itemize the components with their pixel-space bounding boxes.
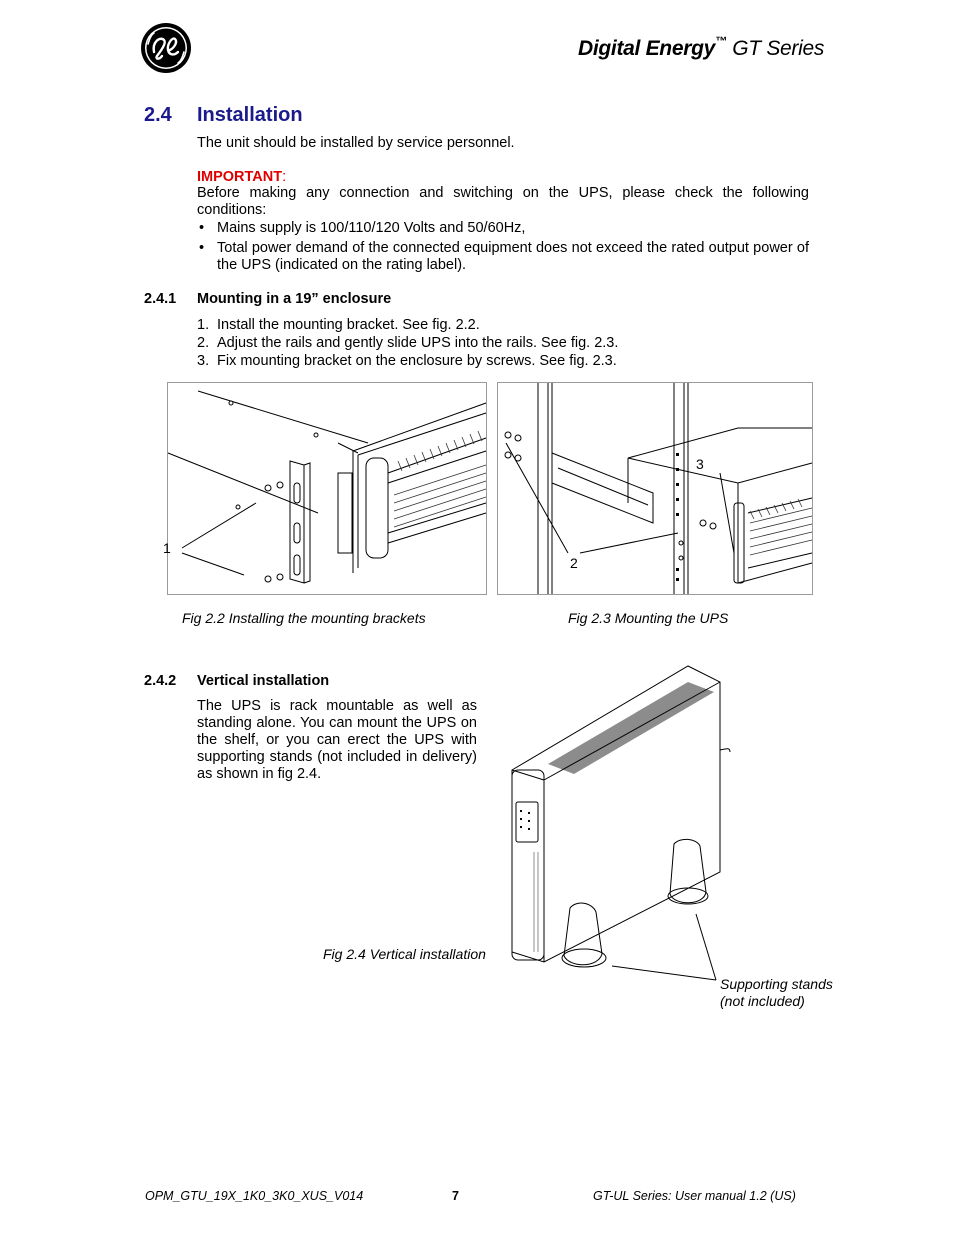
section-number: 2.4 — [144, 104, 172, 126]
step-number: 3. — [197, 353, 210, 369]
step-text: Install the mounting bracket. See fig. 2.2. — [217, 317, 480, 333]
section-heading — [144, 104, 303, 127]
step-number: 2. — [197, 335, 210, 351]
bullet-icon: • — [199, 240, 205, 256]
figure-caption: Fig 2.4 Vertical installation — [323, 946, 486, 962]
step-number: 1. — [197, 317, 210, 333]
subsection-title: Vertical installation — [197, 673, 330, 689]
important-word: IMPORTANT — [197, 169, 283, 185]
list-item — [197, 317, 809, 334]
figure-caption: Fig 2.2 Installing the mounting brackets — [182, 610, 426, 626]
list-item — [197, 240, 809, 274]
footer-manual: GT-UL Series: User manual 1.2 (US) — [593, 1189, 796, 1203]
bullet-text: Total power demand of the connected equipment does not exceed the rated output power of the UPS (indicated on the rating label). — [217, 240, 809, 273]
important-label — [197, 169, 286, 185]
list-item — [197, 335, 809, 352]
step-text: Fix mounting bracket on the enclosure by screws. See fig. 2.3. — [217, 353, 617, 369]
ge-monogram-icon — [140, 22, 192, 74]
callout-label: 2 — [570, 555, 578, 571]
figure-mounting-ups — [497, 382, 813, 595]
list-item — [197, 353, 809, 370]
page-number: 7 — [452, 1189, 459, 1203]
subsection-number: 2.4.1 — [144, 291, 177, 307]
intro-text: The unit should be installed by service personnel. — [197, 135, 515, 151]
subsection-heading — [144, 673, 329, 689]
stand-label: (not included) — [720, 993, 805, 1009]
step-text: Adjust the rails and gently slide UPS into the rails. See fig. 2.3. — [217, 335, 619, 351]
trademark-mark: ™ — [715, 34, 727, 48]
bullet-icon: • — [199, 220, 205, 236]
subsection-number: 2.4.2 — [144, 673, 177, 689]
footer-doc-id: OPM_GTU_19X_1K0_3K0_XUS_V014 — [145, 1189, 364, 1203]
list-item — [197, 220, 809, 237]
mounting-brackets-drawing — [163, 383, 486, 594]
stand-label: Supporting stands — [720, 976, 833, 992]
callout-label: 3 — [696, 456, 704, 472]
subsection-heading — [144, 291, 391, 307]
figure-vertical-installation — [498, 662, 730, 978]
brand-name: Digital Energy — [578, 37, 715, 60]
figure-caption: Fig 2.3 Mounting the UPS — [568, 610, 729, 626]
callout-label: 1 — [163, 540, 171, 556]
brand-series: GT Series — [726, 37, 825, 60]
vertical-install-text: The UPS is rack mountable as well as standing alone. You can mount the UPS on the shelf, or you can erect the UPS with supporting stands (not included in delivery) as shown in fig 2.4. — [197, 698, 477, 782]
important-colon: : — [282, 169, 287, 185]
figure-mounting-brackets — [163, 382, 487, 595]
important-text: Before making any connection and switching on the UPS, please check the following conditions: — [197, 185, 809, 218]
vertical-installation-drawing — [498, 662, 730, 978]
brand-title — [578, 36, 824, 61]
section-title: Installation — [197, 104, 303, 126]
mounting-ups-drawing — [498, 383, 812, 594]
subsection-title: Mounting in a 19” enclosure — [197, 291, 392, 307]
bullet-text: Mains supply is 100/110/120 Volts and 50/60Hz, — [217, 220, 526, 236]
